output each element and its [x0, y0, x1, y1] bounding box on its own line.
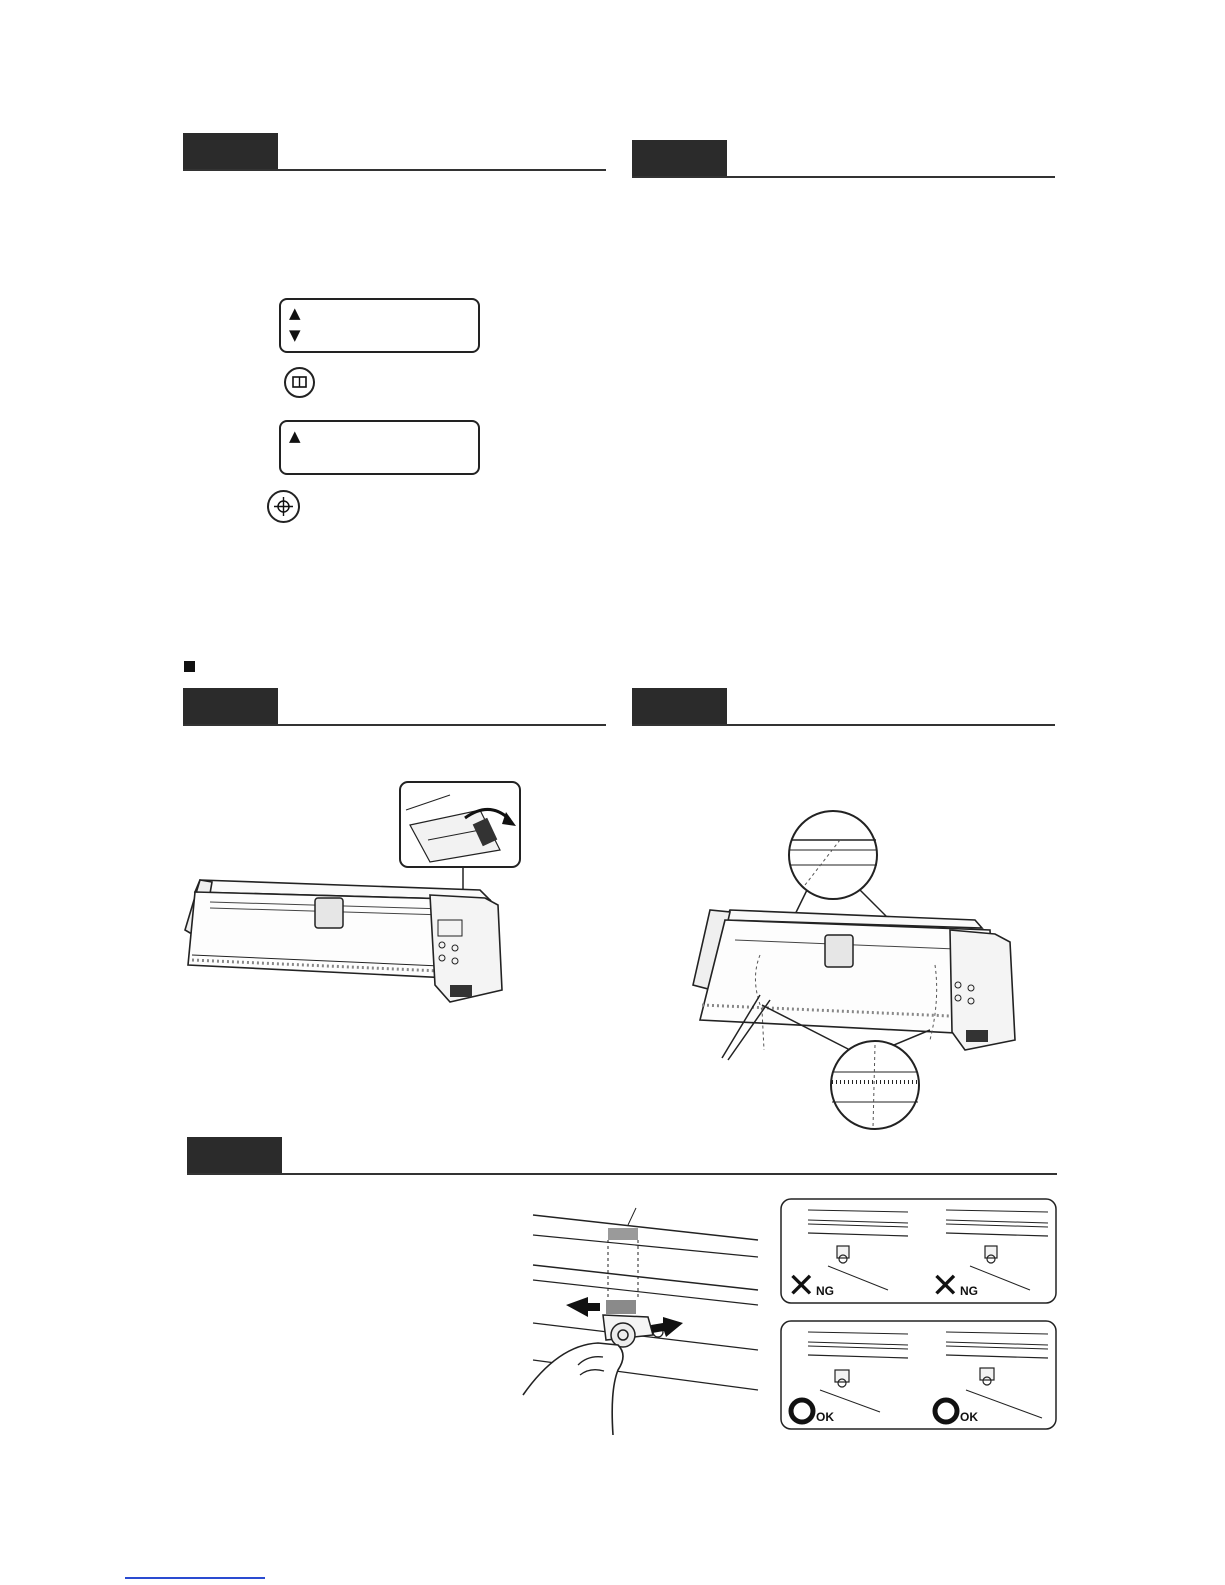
step-header-5: [187, 1137, 1057, 1177]
section-marker: [184, 661, 195, 672]
step-header-2: [632, 140, 1055, 180]
menu-button[interactable]: [284, 367, 315, 398]
crosshair-icon: [269, 492, 298, 521]
ng-label: NG: [960, 1284, 978, 1298]
step-header-3: [183, 688, 606, 728]
header-rule: [183, 724, 606, 726]
plotter-alignment-illustration: [690, 810, 1035, 1130]
down-arrow-icon: ▼: [289, 326, 301, 344]
step-tab: [632, 688, 727, 725]
step-tab: [187, 1137, 282, 1174]
ok-label: OK: [960, 1410, 978, 1424]
step-tab: [632, 140, 727, 177]
pinch-roller-illustration: [518, 1205, 763, 1435]
ok-label: OK: [816, 1410, 834, 1424]
origin-button[interactable]: [267, 490, 300, 523]
step-header-1: [183, 133, 606, 173]
lcd-display: [279, 420, 480, 475]
ok-examples-panel: [780, 1320, 1057, 1430]
up-arrow-icon: ▲: [289, 304, 301, 322]
header-rule: [187, 1173, 1057, 1175]
step-tab: [183, 688, 278, 725]
step-header-4: [632, 688, 1055, 728]
ng-examples-panel: [780, 1198, 1057, 1304]
up-arrow-icon: ▲: [289, 427, 301, 445]
step-tab: [183, 133, 278, 170]
header-rule: [632, 176, 1055, 178]
cross-icon: ✕: [931, 1266, 960, 1304]
cross-icon: ✕: [787, 1266, 816, 1304]
ng-label: NG: [816, 1284, 834, 1298]
book-icon: [286, 369, 313, 396]
plotter-lever-illustration: [180, 780, 525, 1045]
header-rule: [183, 169, 606, 171]
lcd-display: [279, 298, 480, 353]
footer-link-underline[interactable]: [125, 1577, 265, 1579]
header-rule: [632, 724, 1055, 726]
